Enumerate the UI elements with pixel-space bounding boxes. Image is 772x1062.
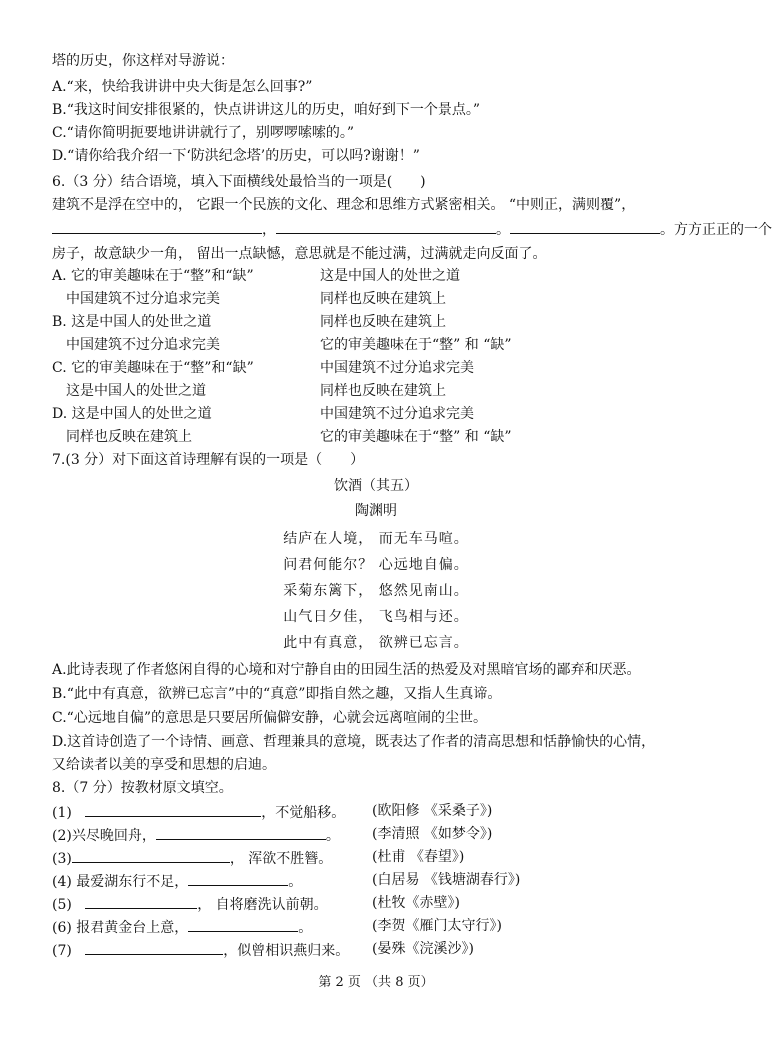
poem-author: 陶渊明 [355, 503, 397, 519]
poem-line: 问君何能尔？ 心远地自偏。 [283, 557, 469, 573]
page-footer: 第 2 页 （共 8 页） [318, 975, 434, 990]
q6-passage-line-2: ， 。 。方方正正的一个 [52, 219, 772, 239]
q6-option-d-part3: 同样也反映在建筑上 [66, 429, 192, 445]
q8-item-3: (3) ， 浑欲不胜簪。 (杜甫 《春望》) [52, 849, 465, 867]
answer-blank[interactable] [156, 825, 326, 840]
q8-item-5: (5) ， 自将磨洗认前朝。 (杜牧《赤壁》) [52, 895, 460, 913]
q8-source: (杜甫 《春望》) [372, 849, 465, 865]
q6-option-c-part3: 这是中国人的处世之道 [66, 383, 206, 399]
q8-item-6: (6) 报君黄金台上意， 。 (李贺《雁门太守行》) [52, 918, 502, 936]
q8-stem: 8.（7 分）按教材原文填空。 [52, 780, 233, 796]
answer-blank[interactable] [188, 871, 288, 886]
q8-source: (李清照 《如梦令》) [372, 826, 493, 842]
q8-item-4: (4) 最爱湖东行不足， 。 (白居易 《钱塘湖春行》) [52, 872, 521, 890]
poem-line: 山气日夕佳， 飞鸟相与还。 [283, 609, 469, 625]
q8-source: (白居易 《钱塘湖春行》) [372, 872, 521, 888]
q8-source: (李贺《雁门太守行》) [372, 918, 502, 934]
q6-option-d-part2: 中国建筑不过分追求完美 [320, 406, 474, 422]
q7-option-c: C.“心远地自偏”的意思是只要居所偏僻安静，心就会远离喧闹的尘世。 [52, 710, 487, 726]
poem-line: 结庐在人境， 而无车马喧。 [283, 531, 469, 547]
q7-option-d: D.这首诗创造了一个诗情、画意、哲理兼具的意境，既表达了作者的清高思想和恬静愉快的心情， [52, 734, 656, 750]
q8-item-2: (2)兴尽晚回舟， 。 (李清照 《如梦令》) [52, 826, 493, 844]
q6-option-c-part1: C. 它的审美趣味在于“整”和“缺” [52, 360, 254, 376]
q6-option-b-part2: 同样也反映在建筑上 [320, 314, 446, 330]
answer-blank[interactable] [85, 940, 223, 955]
q8-item-1: (1) ，不觉船移。 (欧阳修 《采桑子》) [52, 803, 493, 821]
q6-option-d-part4: 它的审美趣味在于“整” 和 “缺” [320, 429, 512, 445]
poem-line: 采菊东篱下， 悠然见南山。 [283, 583, 469, 599]
poem-title: 饮酒（其五） [334, 478, 418, 494]
q7-option-d-continued: 又给读者以美的享受和思想的启迪。 [52, 757, 276, 773]
q5-option-d: D.“请你给我介绍一下‘防洪纪念塔’的历史，可以吗?谢谢！” [52, 148, 420, 164]
q8-source: (晏殊《浣溪沙》) [372, 941, 474, 957]
q6-option-a-part4: 同样也反映在建筑上 [320, 291, 446, 307]
q6-option-a-part1: A. 它的审美趣味在于“整”和“缺” [52, 268, 254, 284]
q7-stem: 7.(3 分）对下面这首诗理解有误的一项是（ ） [52, 452, 365, 468]
answer-blank[interactable] [85, 894, 197, 909]
q5-option-b: B.“我这时间安排很紧的，快点讲讲这儿的历史，咱好到下一个景点。” [52, 102, 481, 118]
answer-blank[interactable] [510, 219, 660, 234]
q6-option-b-part1: B. 这是中国人的处世之道 [52, 314, 212, 330]
answer-blank[interactable] [85, 802, 261, 817]
q6-option-a-part2: 这是中国人的处世之道 [320, 268, 460, 284]
answer-blank[interactable] [188, 917, 298, 932]
q6-stem: 6.（3 分）结合语境，填入下面横线处最恰当的一项是( ) [52, 174, 426, 190]
poem-line: 此中有真意， 欲辨已忘言。 [283, 635, 469, 651]
q6-option-b-part3: 中国建筑不过分追求完美 [66, 337, 220, 353]
q5-option-c: C.“请你简明扼要地讲讲就行了，别啰啰嗦嗦的。” [52, 125, 354, 141]
answer-blank[interactable] [276, 219, 496, 234]
q6-option-d-part1: D. 这是中国人的处世之道 [52, 406, 212, 422]
intro-text: 塔的历史，你这样对导游说： [52, 53, 234, 69]
q7-option-a: A.此诗表现了作者悠闲自得的心境和对宁静自由的田园生活的热爱及对黑暗官场的鄙弃和厌恶。 [52, 662, 641, 678]
q6-option-c-part4: 同样也反映在建筑上 [320, 383, 446, 399]
answer-blank[interactable] [72, 848, 230, 863]
q6-option-b-part4: 它的审美趣味在于“整” 和 “缺” [320, 337, 512, 353]
q6-passage-line-1: 建筑不是浮在空中的， 它跟一个民族的文化、理念和思维方式紧密相关。 “中则正，满则覆”， [52, 197, 636, 213]
answer-blank[interactable] [52, 219, 262, 234]
q5-option-a: A.“来，快给我讲讲中央大街是怎么回事?” [52, 79, 313, 95]
q7-option-b: B.“此中有真意，欲辨已忘言”中的“真意”即指自然之趣，又指人生真谛。 [52, 686, 502, 702]
q8-item-7: (7) ，似曾相识燕归来。 (晏殊《浣溪沙》) [52, 941, 474, 959]
q6-option-c-part2: 中国建筑不过分追求完美 [320, 360, 474, 376]
q6-passage-line-3: 房子，故意缺少一角， 留出一点缺憾，意思就是不能过满，过满就走向反面了。 [52, 246, 547, 262]
q8-source: (杜牧《赤壁》) [372, 895, 460, 911]
q8-source: (欧阳修 《采桑子》) [372, 803, 493, 819]
q6-option-a-part3: 中国建筑不过分追求完美 [66, 291, 220, 307]
